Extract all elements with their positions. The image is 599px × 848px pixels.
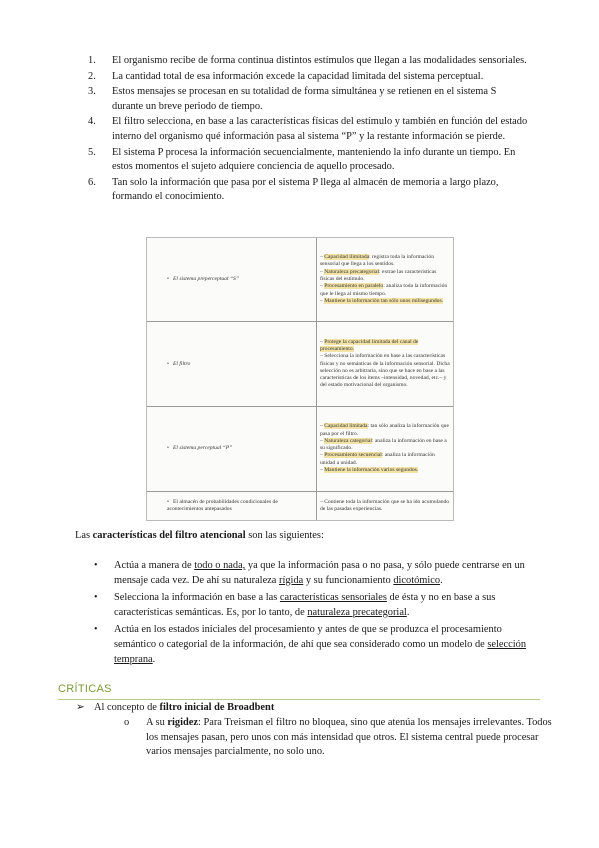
figure-row-label	[147, 491, 317, 520]
intro-bold: características del filtro atencional	[92, 530, 246, 541]
figure-row-description	[317, 407, 454, 492]
description-text: : analiza la información unidad a unidad.	[320, 452, 435, 466]
bullet-icon: •	[94, 624, 98, 636]
criticas-sub-item	[124, 716, 556, 760]
description-text: : extrae las características físicas del estímulo.	[320, 268, 437, 283]
figure-row	[147, 322, 453, 407]
step-number: 5.	[88, 146, 96, 158]
figure-row	[147, 407, 453, 492]
figure-label-text: El almacén de probabilidades condicionales de acontecimientos antepasados	[167, 498, 278, 512]
step-number: 6.	[88, 176, 96, 188]
step-item	[88, 115, 528, 144]
feature-item	[94, 559, 534, 588]
bullet-icon: •	[94, 560, 98, 571]
underlined-term: naturaleza precategorial	[307, 606, 407, 618]
underlined-term: rígida	[279, 574, 304, 586]
highlighted-text: Capacidad ilimitada	[324, 254, 370, 261]
description-text: : tan sólo analiza la información que pasa por el filtro.	[320, 423, 449, 437]
figure-description-line: – Mantiene la información tan sólo unos milisegundos.	[320, 297, 444, 304]
figure-table	[147, 238, 453, 520]
step-text: Estos mensajes se procesan en su totalidad de forma simultánea y se retienen en el sistema S durante un breve periodo de tiempo.	[112, 86, 497, 112]
description-text: Contiene toda la información que se ha ido acumulando de las pasadas experiencias.	[320, 498, 450, 512]
highlighted-text: Mantiene la información tan sólo unos milisegundos.	[324, 297, 444, 304]
step-item	[88, 54, 528, 69]
step-number: 1.	[88, 55, 96, 66]
arrow-bullet-icon: ➢	[76, 702, 85, 713]
highlighted-text: Procesamiento secuencial	[324, 452, 382, 459]
figure-description-line: – Mantiene la información varios segundos.	[320, 467, 419, 474]
step-text: Tan solo la información que pasa por el sistema P llega al almacén de memoria a largo plazo, formando el conocimiento.	[112, 176, 499, 203]
step-item	[88, 85, 528, 114]
criticas-heading: CRÍTICAS	[58, 683, 112, 695]
figure-label-text: El sistema perceptual “P”	[172, 445, 233, 452]
highlighted-text: Naturaleza precategorial	[324, 268, 380, 275]
feature-text: y su funcionamiento	[303, 574, 394, 586]
step-text: El sistema P procesa la información secuencialmente, manteniendo la info durante un tiempo. En estos momentos el sujeto adquiere conciencia de aquello procesado.	[112, 146, 516, 173]
step-text: La cantidad total de esa información excede la capacidad limitada del sistema perceptual.	[112, 70, 484, 82]
feature-text: .	[152, 653, 156, 665]
step-item	[88, 176, 528, 205]
figure-label-text: El sistema preperceptual “S”	[172, 276, 239, 283]
step-number: 2.	[88, 70, 96, 82]
feature-text: ya que la información pasa o no pasa, y sólo puede centrarse en un mensaje cada vez. De ahí su naturaleza	[114, 560, 525, 586]
figure-description-line: – Naturaleza categorial: analiza la información en base a su significado.	[320, 437, 447, 452]
feature-item	[94, 591, 534, 620]
description-text: : analiza toda la información que le llega al mismo tiempo.	[320, 283, 448, 297]
figure-row-description	[317, 238, 454, 322]
figure-description-line: – Capacidad ilimitada: registra toda la información sensorial que llega a los sentidos.	[320, 254, 435, 268]
figure-row-label	[147, 322, 317, 407]
highlighted-text: Procesamiento en paralelo	[324, 283, 384, 290]
step-text: El organismo recibe de forma continua distintos estímulos que llegan a las modalidades sensoriales.	[112, 55, 527, 66]
description-text: : registra toda la información sensorial que llega a los sentidos.	[320, 254, 435, 268]
highlighted-text: Capacidad limitada	[324, 423, 368, 430]
step-number: 4.	[88, 116, 96, 128]
arrow-item-bold: filtro inicial de Broadbent	[159, 702, 275, 713]
bullet-icon: •	[94, 592, 98, 604]
model-figure-table	[146, 237, 454, 521]
description-text: Selecciona la información en base a las características físicas y no semánticas de la información sensorial. Dicha selección no es arbitraria, sino que se hace en base a las características de los ítems –intensidad, novedad, etc.– y del estado motivacional del organismo.	[320, 353, 450, 389]
feature-text: Actúa a manera de	[114, 560, 195, 571]
process-steps-list	[88, 54, 528, 206]
criticas-arrow-item	[76, 701, 274, 715]
feature-text: de ésta y no en base a sus características semánticas. Es, por lo tanto, de	[114, 592, 496, 618]
intro-post: son las siguientes:	[245, 530, 324, 541]
intro-pre: Las	[75, 530, 93, 541]
feature-text: Actúa en los estados iniciales del procesamiento y antes de que se produzca el procesamiento semántico o categorial de la información, de ahí que sea considerado como un modelo de	[114, 624, 502, 650]
highlighted-text: Naturaleza categorial	[324, 437, 372, 444]
feature-item	[94, 623, 534, 667]
figure-description-line: – Naturaleza precategorial: extrae las características físicas del estímulo.	[320, 268, 437, 283]
figure-description-line: – Procesamiento en paralelo: analiza toda la información que le llega al mismo tiempo.	[320, 283, 448, 297]
arrow-item-pre: Al concepto de	[94, 702, 160, 713]
underlined-term: dicotómico	[393, 574, 441, 586]
bullet-icon: •	[167, 276, 169, 283]
figure-row	[147, 238, 453, 322]
step-item	[88, 146, 528, 175]
figure-row-label	[147, 238, 317, 322]
highlighted-text: Protege la capacidad limitada del canal de procesamiento.	[320, 338, 419, 352]
step-item	[88, 70, 528, 85]
feature-text: Selecciona la información en base a las	[114, 592, 280, 604]
figure-description-line: – Contiene toda la información que se ha ido acumulando de las pasadas experiencias.	[320, 498, 450, 512]
bullet-icon: •	[167, 360, 169, 367]
sub-item-pre: A su	[146, 717, 168, 728]
feature-text: .	[440, 574, 443, 586]
bullet-icon: •	[167, 498, 169, 505]
underlined-term: características sensoriales	[279, 592, 387, 604]
heading-underline	[58, 699, 540, 700]
features-list	[94, 559, 534, 670]
highlighted-text: Mantiene la información varios segundos.	[324, 467, 419, 474]
features-intro	[75, 529, 324, 543]
underlined-term: selección temprana	[114, 638, 527, 665]
circle-bullet-icon: o	[124, 717, 130, 728]
bullet-icon: •	[167, 445, 169, 452]
underlined-term: todo o nada,	[194, 560, 246, 571]
description-text: : analiza la información en base a su significado.	[320, 437, 447, 452]
sub-item-post: : Para Treisman el filtro no bloquea, sino que atenúa los mensajes irrelevantes. Todos los mensajes pasan, pero unos con más intensidad que otros. El sistema central puede procesar varios mensajes parcialmente, no solo uno.	[146, 717, 552, 758]
figure-description-line: – Capacidad limitada: tan sólo analiza la información que pasa por el filtro.	[320, 423, 449, 437]
sub-item-bold: rigidez	[167, 717, 198, 728]
figure-row-label	[147, 407, 317, 492]
figure-row-description	[317, 491, 454, 520]
figure-description-line: – Protege la capacidad limitada del canal de procesamiento.	[320, 338, 419, 352]
figure-row-description	[317, 322, 454, 407]
figure-description-line: – Procesamiento secuencial: analiza la información unidad a unidad.	[320, 452, 435, 466]
figure-description-line: – Selecciona la información en base a las características físicas y no semánticas de la información sensorial. Dicha selección no es arbitraria, sino que se hace en base a las características de los ítems –intensidad, novedad, etc.– y del estado motivacional del organismo.	[320, 353, 450, 389]
step-number: 3.	[88, 86, 96, 98]
feature-text: .	[406, 606, 410, 618]
figure-label-text: El filtro	[172, 360, 191, 367]
figure-row	[147, 491, 453, 520]
step-text: El filtro selecciona, en base a las características físicas del estímulo y también en función del estado interno del organismo qué información pasa al sistema “P” y la restante información se pierde.	[112, 116, 528, 142]
